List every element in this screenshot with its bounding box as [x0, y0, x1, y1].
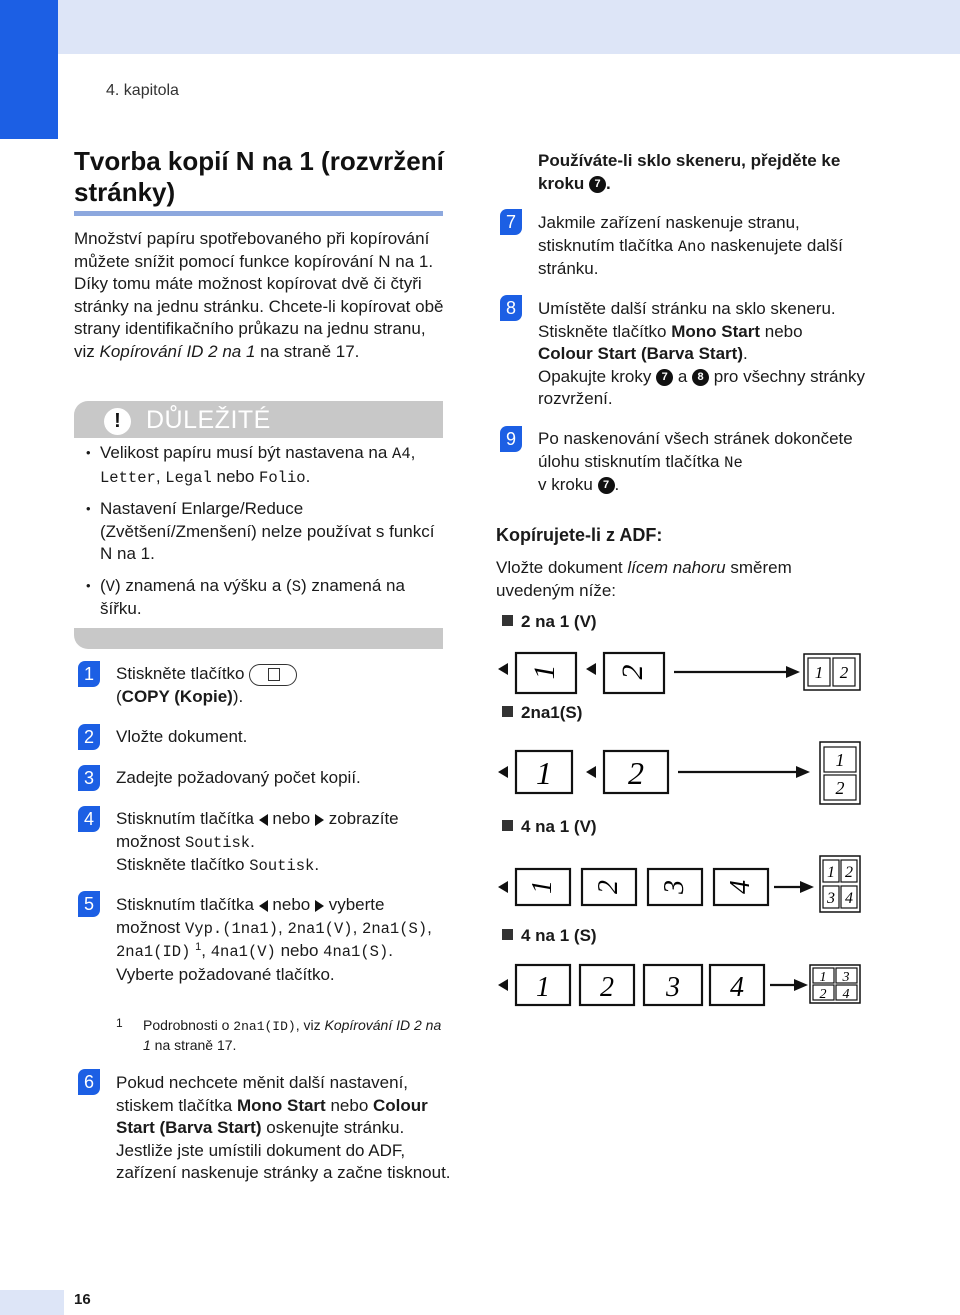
svg-text:1: 1: [536, 972, 550, 1003]
intro-paragraph: [74, 228, 444, 363]
svg-text:2: 2: [845, 864, 853, 881]
step-number: 7: [500, 209, 522, 235]
svg-text:3: 3: [666, 972, 680, 1003]
svg-text:1: 1: [819, 970, 827, 985]
page-number: 16: [74, 1291, 91, 1308]
step-8: Umístěte další stránku na sklo skeneru. Stiskněte tlačítko Mono Start nebo Colour Start (Barva Start). Opakujte kroky 7 a 8 pro všechny stránky rozvržení.: [538, 299, 865, 408]
copy-key-icon: [249, 664, 297, 686]
step-9: Po naskenování všech stránek dokončete úlohu stisknutím tlačítka Ne v kroku 7 .: [538, 429, 853, 494]
step-ref-icon: 7: [656, 369, 673, 386]
important-item: • (V) znamená na výšku a (S) znamená na šířku.: [86, 575, 446, 621]
important-item: • Velikost papíru musí být nastavena na A4, Letter, Legal nebo Folio.: [86, 442, 446, 489]
right-arrow-icon: [315, 900, 324, 912]
step-number: 2: [78, 724, 100, 750]
svg-text:3: 3: [842, 970, 850, 985]
right-arrow-icon: [315, 814, 324, 826]
diagram-2in1-s: [494, 740, 874, 806]
intro-text: Množství papíru spotřebovaného při kopírování můžete snížit pomocí funkce kopírování N na 1. Díky tomu máte možnost kopírovat dvě či čtyři stránky na jednu stránku. Chcete-li kopírovat obě strany identifikačního průkazu na jednu stranu, viz: [74, 229, 444, 361]
svg-text:1: 1: [835, 750, 845, 770]
step-2: Vložte dokument.: [116, 727, 248, 746]
step-7: Jakmile zařízení naskenuje stranu, stisknutím tlačítka Ano naskenujete další stránku.: [538, 213, 843, 278]
step-4: Stisknutím tlačítka nebo zobrazíte možnost Soutisk. Stiskněte tlačítko Soutisk.: [116, 809, 399, 875]
adf-heading: Kopírujete-li z ADF:: [496, 525, 663, 545]
left-arrow-icon: [259, 900, 268, 912]
important-item: • Nastavení Enlarge/Reduce (Zvětšení/Zmenšení) nelze používat s funkcí N na 1.: [86, 498, 446, 566]
bullet-square-icon: [502, 820, 513, 831]
svg-text:1: 1: [814, 663, 824, 682]
footnote: 1 Podrobnosti o 2na1(ID), viz Kopírování ID 2 na 1 na straně 17.: [116, 1016, 442, 1053]
step-5: Stisknutím tlačítka nebo vyberte možnost Vyp.(1na1), 2na1(V), 2na1(S), 2na1(ID) $^1$, 4na1(V) nebo 4na1(S). Vyberte požadované tlačítko.: [116, 895, 432, 984]
svg-text:2: 2: [600, 972, 614, 1003]
step-number: 9: [500, 426, 522, 452]
bullet-square-icon: [502, 706, 513, 717]
step-number: 3: [78, 765, 100, 791]
svg-text:4: 4: [725, 880, 756, 894]
step-number: 8: [500, 295, 522, 321]
svg-text:4: 4: [845, 890, 853, 907]
svg-text:4: 4: [842, 987, 850, 1002]
svg-text:1: 1: [527, 880, 558, 894]
step-ref-icon: 7: [589, 176, 606, 193]
svg-text:3: 3: [659, 880, 690, 894]
step-number: 5: [78, 891, 100, 917]
step-number: 6: [78, 1069, 100, 1095]
important-title: DŮLEŽITÉ: [146, 406, 271, 434]
svg-text:2: 2: [616, 664, 649, 680]
glass-note: Používáte-li sklo skeneru, přejděte ke kroku 7 .: [538, 151, 841, 193]
svg-text:2: 2: [593, 880, 624, 894]
step-number: 4: [78, 806, 100, 832]
svg-text:2: 2: [819, 987, 827, 1002]
svg-text:2: 2: [839, 663, 849, 682]
svg-text:2: 2: [628, 755, 644, 791]
left-arrow-icon: [259, 814, 268, 826]
step-ref-icon: 7: [598, 477, 615, 494]
layout-label: 4 na 1 (S): [502, 925, 597, 948]
page-number-band: [0, 1290, 64, 1315]
adf-text: Vložte dokument lícem nahoru směrem uvedeným níže:: [496, 558, 792, 600]
step-1: Stiskněte tlačítko (COPY (Kopie)).: [116, 663, 446, 708]
svg-text:3: 3: [827, 890, 835, 907]
diagram-4in1-s: [494, 962, 874, 1008]
chapter-tab: [0, 0, 58, 139]
layout-label: 2 na 1 (V): [502, 611, 597, 634]
layout-label: 4 na 1 (V): [502, 816, 597, 839]
step-3: Zadejte požadovaný počet kopií.: [116, 768, 361, 787]
exclamation-icon: !: [104, 408, 131, 435]
svg-text:2: 2: [835, 778, 845, 798]
layout-label: 2na1(S): [502, 702, 582, 725]
bullet-square-icon: [502, 615, 513, 626]
chapter-label: 4. kapitola: [106, 82, 179, 99]
bullet-square-icon: [502, 929, 513, 940]
top-band: [0, 0, 960, 54]
svg-text:4: 4: [730, 972, 744, 1003]
important-footer: [74, 628, 443, 649]
title-rule: [74, 211, 443, 216]
important-list: [86, 442, 446, 630]
page-title: Tvorba kopií N na 1 (rozvržení stránky): [74, 146, 444, 207]
diagram-4in1-v: [494, 854, 874, 914]
intro-text-end: na straně 17.: [255, 341, 360, 361]
step-6: Pokud nechcete měnit další nastavení, stiskem tlačítka Mono Start nebo Colour Start (Barva Start) oskenujte stránku. Jestliže jste umístili dokument do ADF, zařízení naskenuje stránky a začne tisknout.: [116, 1073, 451, 1182]
svg-text:1: 1: [528, 664, 561, 680]
svg-text:1: 1: [536, 755, 552, 791]
intro-link[interactable]: Kopírování ID 2 na 1: [99, 341, 256, 361]
step-number: 1: [78, 661, 100, 687]
svg-text:1: 1: [827, 864, 835, 881]
step-ref-icon: 8: [692, 369, 709, 386]
diagram-2in1-v: [494, 650, 874, 698]
